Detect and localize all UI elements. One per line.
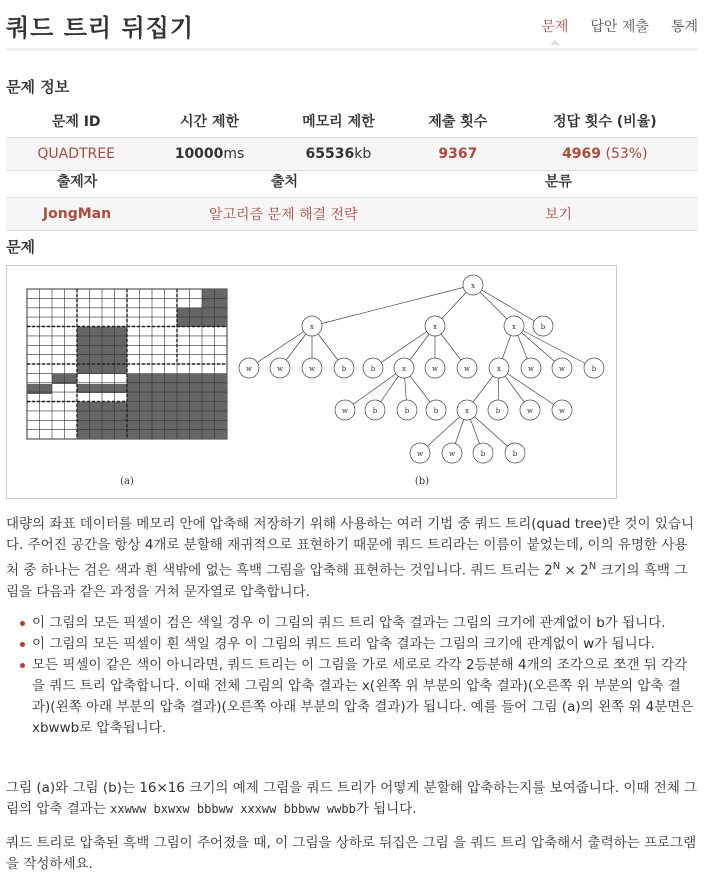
info-heading: 문제 정보 bbox=[6, 78, 70, 96]
svg-text:b: b bbox=[433, 407, 439, 415]
svg-text:b: b bbox=[591, 365, 597, 373]
tab-submit[interactable]: 답안 제출 bbox=[590, 19, 649, 35]
accepted-count: 4969 bbox=[562, 146, 602, 162]
svg-text:b: b bbox=[512, 450, 518, 458]
memory-limit-unit: kb bbox=[354, 146, 372, 162]
figure-a-grid bbox=[27, 289, 227, 439]
category-cell bbox=[419, 198, 698, 231]
figure-a-caption: (a) bbox=[120, 476, 134, 487]
time-limit-unit: ms bbox=[223, 146, 245, 162]
svg-text:b: b bbox=[540, 323, 546, 331]
p2-part-b: 가 됩니다. bbox=[355, 801, 417, 817]
svg-text:x: x bbox=[471, 282, 475, 290]
svg-text:x: x bbox=[497, 365, 501, 373]
quadtree-figure-svg bbox=[7, 266, 616, 498]
rule-item-split: 모든 픽셀이 같은 색이 아니라면, 쿼드 트리는 이 그림을 가로 세로로 각각 2등분해 4개의 조각으로 쪼갠 뒤 각각을 쿼드 트리 압축합니다. 이때 전체 그림의 압축 결과는 x(왼쪽 위 부분의 압축 결과)(오른쪽 위 부분의 압축 결과)(왼쪽 아래 부분의 압축 결과)(오른쪽 아래 부분의 압축 결과)가 됩니다. 예를 들어 그림 (a)의 왼쪽 위 4분면은 xbwwb로 압축됩니다. bbox=[32, 655, 698, 739]
problem-paragraph-3: 쿼드 트리로 압축된 흑백 그림이 주어졌을 때, 이 그림을 상하로 뒤집은 그림 을 쿼드 트리 압축해서 출력하는 프로그램을 작성하세요. bbox=[6, 835, 697, 872]
figure-b-caption: (b) bbox=[414, 476, 430, 487]
rule-item-white: 이 그림의 모든 픽셀이 흰 색일 경우 이 그림의 쿼드 트리 압축 결과는 그림의 크기에 관계없이 w가 됩니다. bbox=[32, 634, 698, 655]
svg-text:x: x bbox=[402, 365, 406, 373]
svg-text:w: w bbox=[342, 407, 348, 415]
header-memory-limit: 메모리 제한 bbox=[302, 114, 375, 130]
category-link[interactable]: 보기 bbox=[545, 207, 573, 223]
page-title: 쿼드 트리 뒤집기 bbox=[6, 14, 194, 42]
svg-text:b: b bbox=[404, 407, 410, 415]
p1-sup-1: N bbox=[552, 561, 561, 572]
header-time-limit: 시간 제한 bbox=[180, 114, 240, 130]
header-category bbox=[419, 165, 698, 198]
svg-text:w: w bbox=[527, 407, 533, 415]
figure-b-tree bbox=[239, 275, 604, 463]
p1-part-c: 크기의 흑백 그림을 다음과 같은 과정을 거쳐 문자열로 압축합니다. bbox=[6, 562, 688, 600]
header-source bbox=[148, 165, 419, 198]
source-cell bbox=[148, 198, 419, 231]
rules-list bbox=[6, 613, 698, 739]
tab-bar bbox=[519, 16, 698, 36]
svg-text:b: b bbox=[480, 450, 486, 458]
svg-text:w: w bbox=[464, 365, 470, 373]
header-category-text: 분류 bbox=[545, 174, 573, 190]
tab-stats[interactable]: 통계 bbox=[670, 19, 698, 35]
memory-limit-number: 65536 bbox=[305, 146, 355, 162]
svg-text:x: x bbox=[310, 323, 314, 331]
problem-paragraph-1 bbox=[6, 514, 698, 603]
info-table-2 bbox=[6, 165, 698, 231]
svg-text:w: w bbox=[432, 365, 438, 373]
svg-text:b: b bbox=[370, 365, 376, 373]
svg-text:w: w bbox=[559, 407, 565, 415]
page-header bbox=[6, 0, 698, 51]
info-table-1 bbox=[6, 105, 698, 171]
svg-text:w: w bbox=[309, 365, 315, 373]
header-author: 출제자 bbox=[56, 174, 98, 190]
problem-id-link[interactable]: QUADTREE bbox=[6, 138, 146, 171]
problem-figure bbox=[6, 265, 617, 499]
svg-text:b: b bbox=[495, 407, 501, 415]
svg-text:w: w bbox=[528, 365, 534, 373]
p1-sup-2: N bbox=[588, 561, 597, 572]
svg-text:b: b bbox=[372, 407, 378, 415]
header-problem-id: 문제 ID bbox=[51, 114, 101, 130]
svg-text:x: x bbox=[512, 323, 516, 331]
p1-part-a: 대량의 좌표 데이터를 메모리 안에 압축해 저장하기 위해 사용하는 여러 기법 중 쿼드 트리(quad tree)란 것이 있습니다. 주어진 공간을 항상 4개로 분할해 재귀적으로 표현하기 때문에 쿼드 트리라는 이름이 붙었는데, 이의 유명한 사용처 중 하나는 검은 색과 흰 색밖에 없는 흑백 그림을 압축해 표현하는 것입니다. 쿼드 트리는 2 bbox=[6, 516, 695, 579]
svg-text:b: b bbox=[341, 365, 347, 373]
svg-text:w: w bbox=[559, 365, 565, 373]
svg-text:x: x bbox=[465, 407, 469, 415]
p2-code: xxwww bxwxw bbbww xxxww bbbww wwbb bbox=[110, 802, 356, 816]
tab-problem[interactable]: 문제 bbox=[541, 16, 568, 36]
svg-text:w: w bbox=[449, 450, 455, 458]
submissions-link[interactable]: 9367 bbox=[404, 138, 512, 171]
accepted-ratio: (53%) bbox=[605, 146, 648, 162]
author-link[interactable]: JongMan bbox=[6, 198, 148, 231]
header-submissions: 제출 횟수 bbox=[428, 114, 488, 130]
p2-part-a: 그림 (a)와 그림 (b)는 16×16 크기의 예제 그림을 쿼드 트리가 어떻게 분할해 압축하는지를 보여줍니다. 이때 전체 그림의 압축 결과는 bbox=[6, 780, 698, 817]
svg-text:w: w bbox=[246, 365, 252, 373]
header-accepted: 정답 횟수 (비율) bbox=[552, 114, 657, 130]
header-source-text: 출처 bbox=[271, 174, 299, 190]
time-limit-number: 10000 bbox=[174, 146, 224, 162]
rule-item-black: 이 그림의 모든 픽셀이 검은 색일 경우 이 그림의 쿼드 트리 압축 결과는 그림의 크기에 관계없이 b가 됩니다. bbox=[32, 613, 698, 634]
svg-text:x: x bbox=[433, 323, 437, 331]
problem-paragraph-2 bbox=[6, 778, 698, 820]
problem-heading: 문제 bbox=[6, 238, 35, 256]
source-link[interactable]: 알고리즘 문제 해결 전략 bbox=[209, 207, 358, 223]
svg-text:w: w bbox=[417, 450, 423, 458]
svg-text:w: w bbox=[277, 365, 283, 373]
p1-part-b: × 2 bbox=[560, 562, 589, 579]
